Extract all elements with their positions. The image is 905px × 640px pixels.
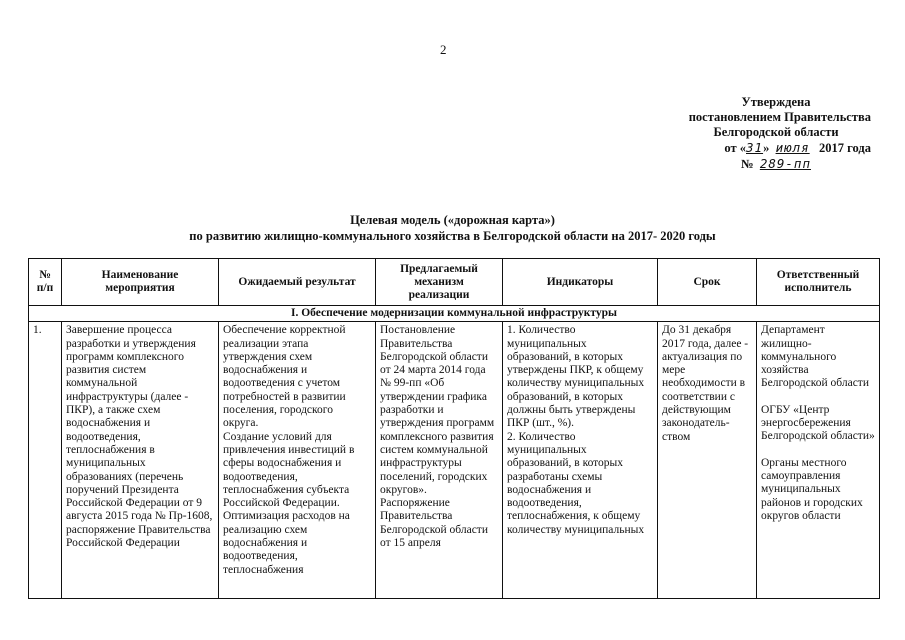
cell-responsible: [757, 322, 880, 599]
approval-date: [651, 140, 871, 156]
header-result: Ожидаемый результат: [219, 259, 376, 306]
responsible-center: ОГБУ «Центр энергосбережения Белгородской области»: [761, 403, 875, 443]
header-responsible: Ответственный исполнитель: [757, 259, 880, 306]
title-line-1: Целевая модель («дорожная карта»): [350, 213, 555, 227]
header-mechanism: Предлагаемый механизм реализации: [376, 259, 503, 306]
cell-term: До 31 декабря 2017 года, далее - актуализация по мере необходимости в соответствии с действующим законодатель-ством: [658, 322, 757, 599]
approval-number: [651, 156, 871, 172]
approval-line-decree: постановлением Правительства: [688, 110, 871, 124]
date-month: июля: [775, 140, 810, 155]
date-year: 2017 года: [819, 141, 871, 155]
cell-mechanism: Постановление Правительства Белгородской области от 24 марта 2014 года № 99-пп «Об утверждении графика разработки и утверждения программ комплексного развития систем коммунальной инфраструктуры поселений, городских округов». Распоряжение Правительства Белгородской области от 15 апреля: [376, 322, 503, 599]
section-title: I. Обеспечение модернизации коммунальной инфраструктуры: [29, 306, 880, 322]
date-day: 31: [746, 140, 764, 155]
approval-line-region: Белгородской области: [713, 125, 839, 139]
cell-activity: Завершение процесса разработки и утверждения программ комплексного развития систем коммунальной инфраструктуры (далее - ПКР), а также схем водоснабжения и водоотведения, теплоснабжения в муниципальных образованиях (перечень поручений Президента Российской Федерации от 9 августа 2015 года № Пр-1608, распоряжение Правительства Российской Федерации: [62, 322, 219, 599]
decree-number: 289-пп: [759, 156, 811, 171]
responsible-local-gov: Органы местного самоуправления муниципальных районов и городских округов области: [761, 456, 863, 522]
cell-indicators: 1. Количество муниципальных образований, в которых утверждены ПКР, к общему количеству муниципальных образований, в которых должны быть утверждены ПКР (шт., %). 2. Количество муниципальных образований, в которых разработаны схемы водоснабжения и водоотведения, теплоснабжения, к общему количеству муниципальных: [503, 322, 658, 599]
approval-title: Утверждена: [741, 95, 811, 109]
table-row: [29, 322, 880, 599]
date-prefix: от «: [724, 141, 746, 155]
header-activity: Наименование мероприятия: [62, 259, 219, 306]
header-term: Срок: [658, 259, 757, 306]
row-number: 1.: [29, 322, 62, 599]
cell-result: Обеспечение корректной реализации этапа утверждения схем водоснабжения и водоотведения с учетом потребностей в развитии поселения, городского округа. Создание условий для привлечения инвестиций в сферы водоснабжения и водоотведения, теплоснабжения субъекта Российской Федерации. Оптимизация расходов на реализацию схем водоснабжения и водоотведения, теплоснабжения: [219, 322, 376, 599]
header-indicators: Индикаторы: [503, 259, 658, 306]
table-header-row: [29, 259, 880, 306]
number-sign: №: [741, 157, 754, 171]
document-title: [0, 212, 905, 244]
date-mid: »: [763, 141, 770, 155]
page-number: 2: [440, 42, 447, 57]
approval-block: [651, 95, 871, 172]
roadmap-table: [28, 258, 880, 599]
responsible-department: Департамент жилищно-коммунального хозяйства Белгородской области: [761, 324, 869, 390]
section-row: [29, 306, 880, 322]
header-number: № п/п: [29, 259, 62, 306]
title-line-2: по развитию жилищно-коммунального хозяйства в Белгородской области на 2017- 2020 годы: [189, 229, 716, 243]
